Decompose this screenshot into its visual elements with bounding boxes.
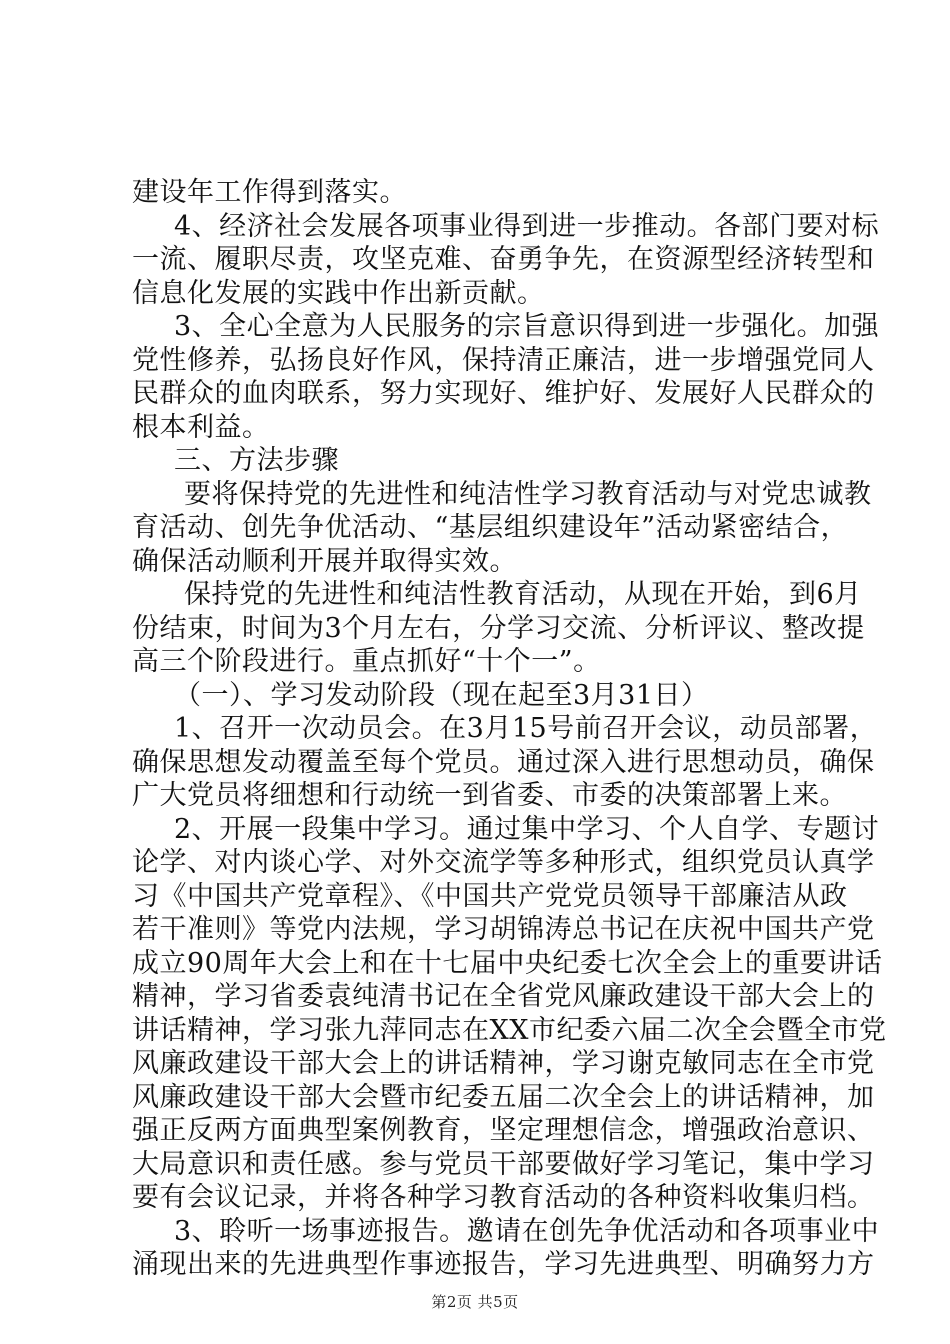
- text-line: 3、全心全意为人民服务的宗旨意识得到进一步强化。加强: [174, 311, 880, 342]
- text-line: 确保思想发动覆盖至每个党员。通过深入进行思想动员，确保: [132, 746, 875, 778]
- document-body: [132, 176, 887, 1282]
- text-line: 3、聆听一场事迹报告。邀请在创先争优活动和各项事业中: [174, 1215, 880, 1247]
- text-line: 大局意识和责任感。参与党员干部要做好学习笔记，集中学习: [132, 1148, 875, 1180]
- text-line: 精神，学习省委袁纯清书记在全省党风廉政建设干部大会上的: [132, 981, 875, 1012]
- text-line: 1、召开一次动员会。在3月15号前召开会议，动员部署，: [174, 713, 878, 744]
- text-line: 要将保持党的先进性和纯洁性学习教育活动与对党忠诚教: [184, 478, 872, 510]
- text-line: 风廉政建设干部大会上的讲话精神，学习谢克敏同志在全市党: [132, 1048, 875, 1079]
- text-line: 民群众的血肉联系，努力实现好、维护好、发展好人民群众的: [132, 378, 875, 409]
- text-line: 2、开展一段集中学习。通过集中学习、个人自学、专题讨: [174, 813, 880, 845]
- text-line: 论学、对内谈心学、对外交流学等多种形式，组织党员认真学: [132, 847, 875, 878]
- text-line: 育活动、创先争优活动、“基层组织建设年”活动紧密结合，: [132, 512, 849, 543]
- section-heading: 三、方法步骤: [174, 445, 339, 476]
- text-line: 若干准则》等党内法规，学习胡锦涛总书记在庆祝中国共产党: [132, 914, 875, 945]
- text-line: 一流、履职尽责，攻坚克难、奋勇争先，在资源型经济转型和: [132, 244, 875, 275]
- text-line: 确保活动顺利开展并取得实效。: [132, 545, 517, 577]
- text-line: 根本利益。: [132, 411, 270, 443]
- text-line: 4、经济社会发展各项事业得到进一步推动。各部门要对标: [174, 210, 880, 242]
- text-line: 习《中国共产党章程》、《中国共产党党员领导干部廉洁从政: [132, 880, 848, 912]
- text-line: 高三个阶段进行。重点抓好“十个一”。: [132, 646, 601, 677]
- text-line: 强正反两方面典型案例教育，坚定理想信念，增强政治意识、: [132, 1115, 875, 1146]
- text-line: 建设年工作得到落实。: [132, 177, 407, 208]
- text-line: 份结束，时间为3个月左右，分学习交流、分析评议、整改提: [132, 612, 865, 644]
- text-line: 广大党员将细想和行动统一到省委、市委的决策部署上来。: [132, 780, 847, 811]
- page-number: 第2页 共5页: [431, 1293, 519, 1311]
- subsection-heading: （一）、学习发动阶段（现在起至3月31日）: [174, 679, 709, 711]
- text-line: 保持党的先进性和纯洁性教育活动，从现在开始，到6月: [184, 579, 862, 610]
- text-line: 党性修养，弘扬良好作风，保持清正廉洁，进一步增强党同人: [132, 344, 875, 376]
- text-line: 成立90周年大会上和在十七届中央纪委七次全会上的重要讲话: [132, 947, 883, 979]
- text-line: 信息化发展的实践中作出新贡献。: [132, 277, 545, 309]
- text-line: 讲话精神，学习张九萍同志在XX市纪委六届二次全会暨全市党: [132, 1014, 887, 1046]
- text-line: 涌现出来的先进典型作事迹报告，学习先进典型、明确努力方: [132, 1249, 875, 1280]
- text-line: 风廉政建设干部大会暨市纪委五届二次全会上的讲话精神，加: [132, 1081, 875, 1113]
- text-line: 要有会议记录，并将各种学习教育活动的各种资料收集归档。: [132, 1182, 875, 1213]
